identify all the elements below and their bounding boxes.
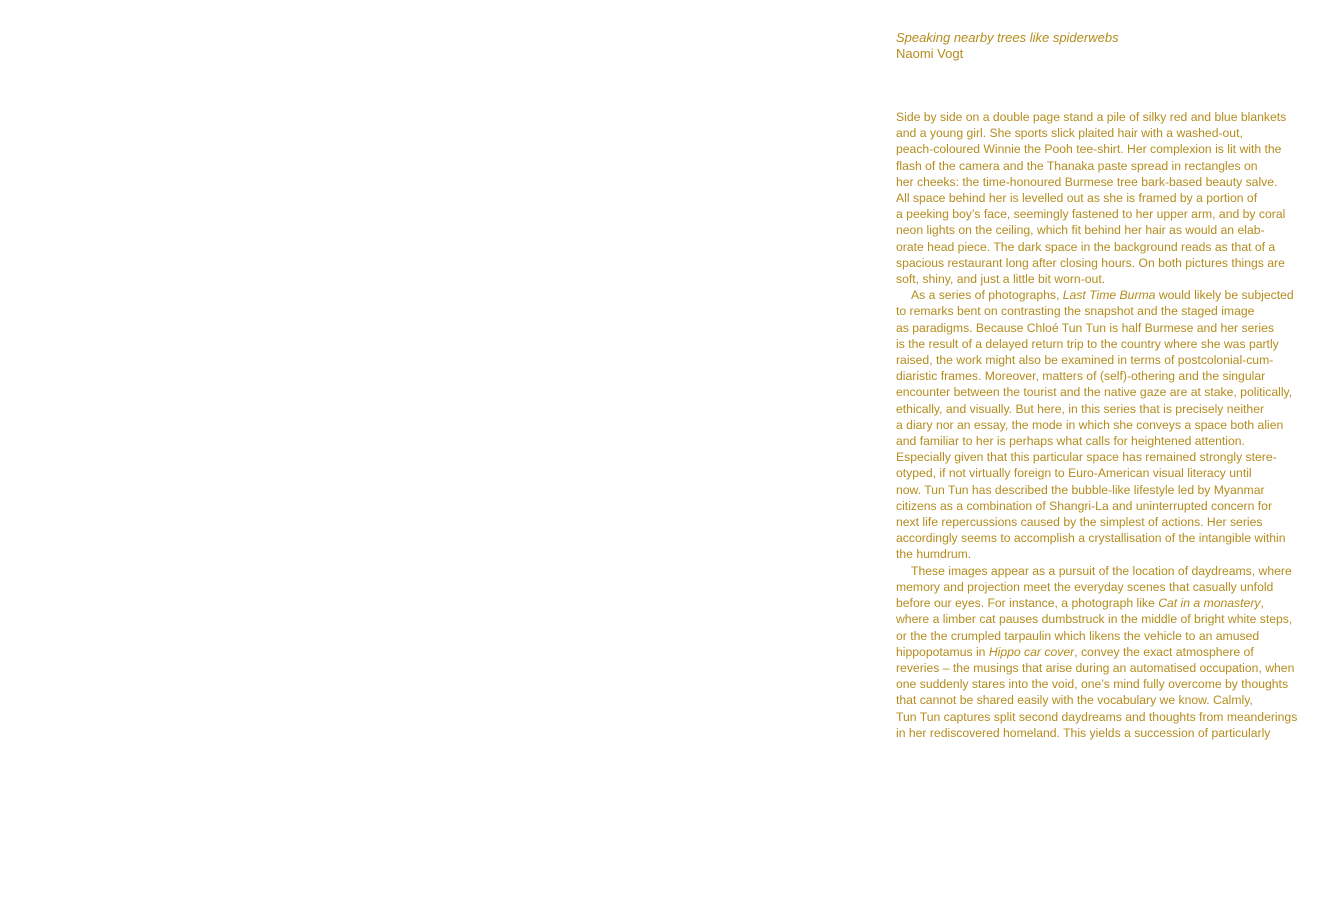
body-line (896, 595, 1316, 611)
body-text-span: and familiar to her is perhaps what calls for heightened attention. (896, 434, 1245, 449)
body-line (896, 660, 1316, 676)
body-text-span: Especially given that this particular space has remained strongly stere- (896, 450, 1277, 465)
body-line (896, 692, 1316, 708)
body-line (896, 158, 1316, 174)
body-line (896, 206, 1316, 222)
body-text-span: next life repercussions caused by the simplest of actions. Her series (896, 515, 1263, 530)
body-line (896, 336, 1316, 352)
body-text-span: , (1260, 596, 1264, 611)
body-line (896, 109, 1316, 125)
body-text-span: orate head piece. The dark space in the background reads as that of a (896, 239, 1276, 254)
body-line (896, 320, 1316, 336)
body-text-span: before our eyes. For instance, a photograph like (896, 596, 1159, 611)
body-text-span: soft, shiny, and just a little bit worn-out. (896, 272, 1106, 287)
body-text-span: that cannot be shared easily with the vocabulary we know. Calmly, (896, 693, 1253, 708)
body-line (896, 709, 1316, 725)
body-line (896, 514, 1316, 530)
body-line (896, 563, 1316, 579)
body-text-span: a peeking boy’s face, seemingly fastened to her upper arm, and by coral (896, 207, 1286, 222)
body-line (896, 141, 1316, 157)
body-line (896, 417, 1316, 433)
body-text-span: spacious restaurant long after closing hours. On both pictures things are (896, 255, 1285, 270)
body-text-span: All space behind her is levelled out as she is framed by a portion of (896, 191, 1258, 206)
body-line (896, 125, 1316, 141)
body-text-span: diaristic frames. Moreover, matters of (self)-othering and the singular (896, 369, 1266, 384)
work-title: Last Time Burma (1062, 288, 1156, 303)
body-line (896, 449, 1316, 465)
body-text-span: hippopotamus in (896, 644, 989, 659)
body-line (896, 530, 1316, 546)
body-text-span: one suddenly stares into the void, one’s mind fully overcome by thoughts (896, 677, 1289, 692)
body-line (896, 287, 1316, 303)
body-text-span: reveries – the musings that arise during an automatised occupation, when (896, 660, 1295, 675)
body-text-span: Side by side on a double page stand a pile of silky red and blue blankets (896, 110, 1287, 124)
body-text-span: As a series of photographs, (911, 288, 1063, 303)
body-text-span: where a limber cat pauses dumbstruck in the middle of bright white steps, (896, 612, 1293, 627)
body-text-span: a diary nor an essay, the mode in which she conveys a space both alien (896, 417, 1284, 432)
body-text-span: her cheeks: the time-honoured Burmese tree bark-based beauty salve. (896, 174, 1278, 189)
article (896, 30, 1316, 741)
body-line (896, 401, 1316, 417)
body-line (896, 384, 1316, 400)
body-line (896, 174, 1316, 190)
body-text-span: flash of the camera and the Thanaka paste spread in rectangles on (896, 158, 1258, 173)
body-text-span: accordingly seems to accomplish a crystallisation of the intangible within (896, 531, 1286, 546)
body-text-span: raised, the work might also be examined in terms of postcolonial-cum- (896, 353, 1274, 368)
body-line (896, 546, 1316, 562)
body-line (896, 725, 1316, 741)
body-line (896, 482, 1316, 498)
body-line (896, 368, 1316, 384)
body-text-span: citizens as a combination of Shangri-La and uninterrupted concern for (896, 498, 1273, 513)
body-text-span: or the the crumpled tarpaulin which likens the vehicle to an amused (896, 628, 1260, 643)
body-text-span: encounter between the tourist and the native gaze are at stake, politically, (896, 385, 1293, 400)
body-line (896, 579, 1316, 595)
body-line (896, 303, 1316, 319)
body-text-span: otyped, if not virtually foreign to Euro-American visual literacy until (896, 466, 1252, 481)
body-line (896, 190, 1316, 206)
body-line (896, 676, 1316, 692)
body-text-span: in her rediscovered homeland. This yields a succession of particularly (896, 725, 1271, 740)
body-line (896, 433, 1316, 449)
body-line (896, 239, 1316, 255)
body-line (896, 255, 1316, 271)
body-text-span: These images appear as a pursuit of the location of daydreams, where (911, 563, 1292, 578)
body-line (896, 222, 1316, 238)
body-text-span: peach-coloured Winnie the Pooh tee-shirt. Her complexion is lit with the (896, 142, 1282, 157)
body-text-span: is the result of a delayed return trip to the country where she was partly (896, 336, 1279, 351)
article-title: Speaking nearby trees like spiderwebs (896, 30, 1119, 45)
body-text-span: as paradigms. Because Chloé Tun Tun is half Burmese and her series (896, 320, 1275, 335)
body-line (896, 271, 1316, 287)
body-text-span: neon lights on the ceiling, which fit behind her hair as would an elab- (896, 223, 1265, 238)
body-line (896, 644, 1316, 660)
body-text-span: to remarks bent on contrasting the snapshot and the staged image (896, 304, 1255, 319)
work-title: Hippo car cover (988, 644, 1075, 659)
body-text-span: would likely be subjected (1155, 288, 1294, 303)
body-text-span: ethically, and visually. But here, in this series that is precisely neither (896, 401, 1265, 416)
body-line (896, 628, 1316, 644)
article-author: Naomi Vogt (896, 46, 964, 61)
body-text-span: Tun Tun captures split second daydreams and thoughts from meanderings (896, 709, 1298, 724)
body-text-span: memory and projection meet the everyday scenes that casually unfold (896, 579, 1274, 594)
body-text-span: and a young girl. She sports slick plaited hair with a washed-out, (896, 126, 1243, 141)
body-text-span: , convey the exact atmosphere of (1074, 644, 1254, 659)
work-title: Cat in a monastery (1158, 596, 1261, 611)
body-line (896, 498, 1316, 514)
body-text-span: now. Tun Tun has described the bubble-like lifestyle led by Myanmar (896, 482, 1265, 497)
body-line (896, 352, 1316, 368)
article-body (896, 109, 1316, 741)
body-line (896, 465, 1316, 481)
body-text-span: the humdrum. (896, 547, 972, 562)
body-line (896, 611, 1316, 627)
